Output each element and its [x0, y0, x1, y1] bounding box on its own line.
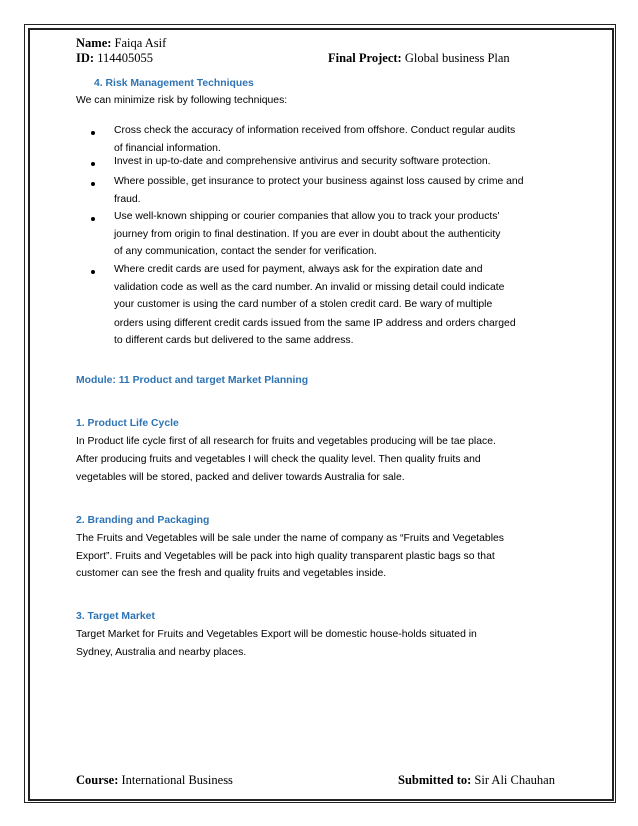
bullet-dot: [91, 162, 95, 166]
course-value: International Business: [121, 773, 233, 787]
submitted-label: Submitted to:: [398, 773, 472, 787]
bullet-line: Where possible, get insurance to protect your business against loss caused by crime and: [114, 176, 524, 187]
section-heading: 3. Target Market: [76, 611, 155, 622]
section-line: In Product life cycle first of all research for fruits and vegetables producing will be tae place.: [76, 436, 496, 447]
project-label: Final Project:: [328, 51, 402, 65]
header-project: [328, 51, 510, 66]
project-value: Global business Plan: [404, 51, 510, 65]
bullet-dot: [91, 182, 95, 186]
section-heading: 2. Branding and Packaging: [76, 515, 210, 526]
bullet-line: of any communication, contact the sender for verification.: [114, 246, 377, 257]
header-id: [76, 51, 153, 66]
name-value: Faiqa Asif: [114, 36, 167, 50]
bullet-line: orders using different credit cards issued from the same IP address and orders charged: [114, 318, 516, 329]
footer-submitted: [398, 773, 555, 788]
bullet-line: validation code as well as the card number. An invalid or missing detail could indicate: [114, 282, 505, 293]
bullet-line: of financial information.: [114, 143, 221, 154]
bullet-line: your customer is using the card number of a stolen credit card. Be wary of multiple: [114, 299, 493, 310]
course-label: Course:: [76, 773, 119, 787]
section-line: Sydney, Australia and nearby places.: [76, 647, 247, 658]
risk-intro: We can minimize risk by following techniques:: [76, 95, 288, 106]
id-value: 114405055: [97, 51, 153, 65]
submitted-value: Sir Ali Chauhan: [474, 773, 555, 787]
footer-course: [76, 773, 233, 788]
bullet-dot: [91, 131, 95, 135]
section-line: After producing fruits and vegetables I will check the quality level. Then quality fruits and: [76, 454, 481, 465]
risk-heading: 4. Risk Management Techniques: [94, 78, 254, 89]
bullet-dot: [91, 217, 95, 221]
section-line: The Fruits and Vegetables will be sale under the name of company as “Fruits and Vegetables: [76, 533, 504, 544]
bullet-line: Invest in up-to-date and comprehensive antivirus and security software protection.: [114, 156, 491, 167]
name-label: Name:: [76, 36, 112, 50]
bullet-line: journey from origin to final destination. If you are ever in doubt about the authenticity: [114, 229, 501, 240]
bullet-line: Use well-known shipping or courier companies that allow you to track your products': [114, 211, 500, 222]
bullet-line: to different cards but delivered to the same address.: [114, 335, 354, 346]
section-heading: 1. Product Life Cycle: [76, 418, 179, 429]
bullet-dot: [91, 270, 95, 274]
section-line: vegetables will be stored, packed and deliver towards Australia for sale.: [76, 472, 405, 483]
id-label: ID:: [76, 51, 95, 65]
module-title: Module: 11 Product and target Market Planning: [76, 375, 309, 386]
bullet-line: fraud.: [114, 194, 141, 205]
header-name: [76, 36, 166, 51]
bullet-line: Where credit cards are used for payment, always ask for the expiration date and: [114, 264, 483, 275]
section-line: customer can see the fresh and quality fruits and vegetables inside.: [76, 568, 387, 579]
section-line: Target Market for Fruits and Vegetables Export will be domestic house-holds situated in: [76, 629, 477, 640]
bullet-line: Cross check the accuracy of information received from offshore. Conduct regular audits: [114, 125, 516, 136]
section-line: Export”. Fruits and Vegetables will be pack into high quality transparent plastic bags so that: [76, 551, 495, 562]
